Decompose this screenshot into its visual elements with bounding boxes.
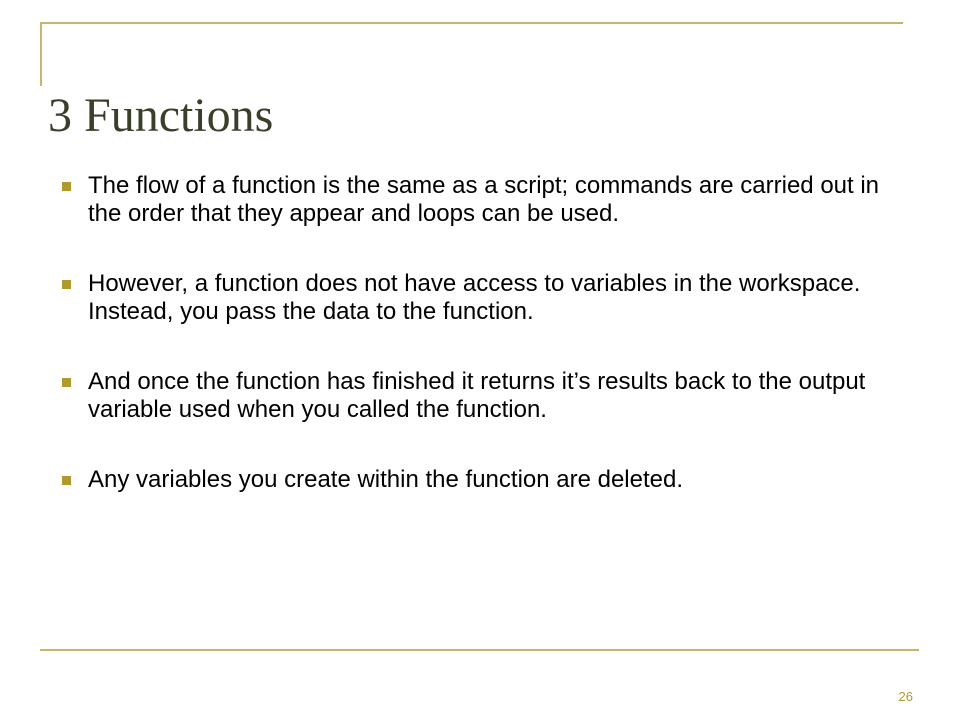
bullet-text: And once the function has finished it returns it’s results back to the output variable used when you called the function.	[88, 368, 866, 423]
bullet-list	[62, 172, 912, 494]
bullet-text: Any variables you create within the function are deleted.	[88, 466, 684, 493]
top-rule	[40, 22, 903, 24]
bullet-text: The flow of a function is the same as a script; commands are carried out in the order that they appear and loops can be used.	[88, 172, 880, 227]
bullet-item	[62, 368, 912, 424]
bottom-rule	[40, 649, 919, 651]
page-number: 26	[898, 689, 913, 704]
bullet-item	[62, 172, 912, 228]
bullet-item	[62, 466, 912, 494]
square-bullet-icon	[62, 378, 71, 387]
square-bullet-icon	[62, 182, 71, 191]
square-bullet-icon	[62, 476, 71, 485]
bullet-text: However, a function does not have access to variables in the workspace. Instead, you pass the data to the function.	[88, 270, 861, 325]
left-rule	[40, 22, 42, 86]
slide-title: 3 Functions	[48, 89, 274, 142]
square-bullet-icon	[62, 280, 71, 289]
bullet-item	[62, 270, 912, 326]
